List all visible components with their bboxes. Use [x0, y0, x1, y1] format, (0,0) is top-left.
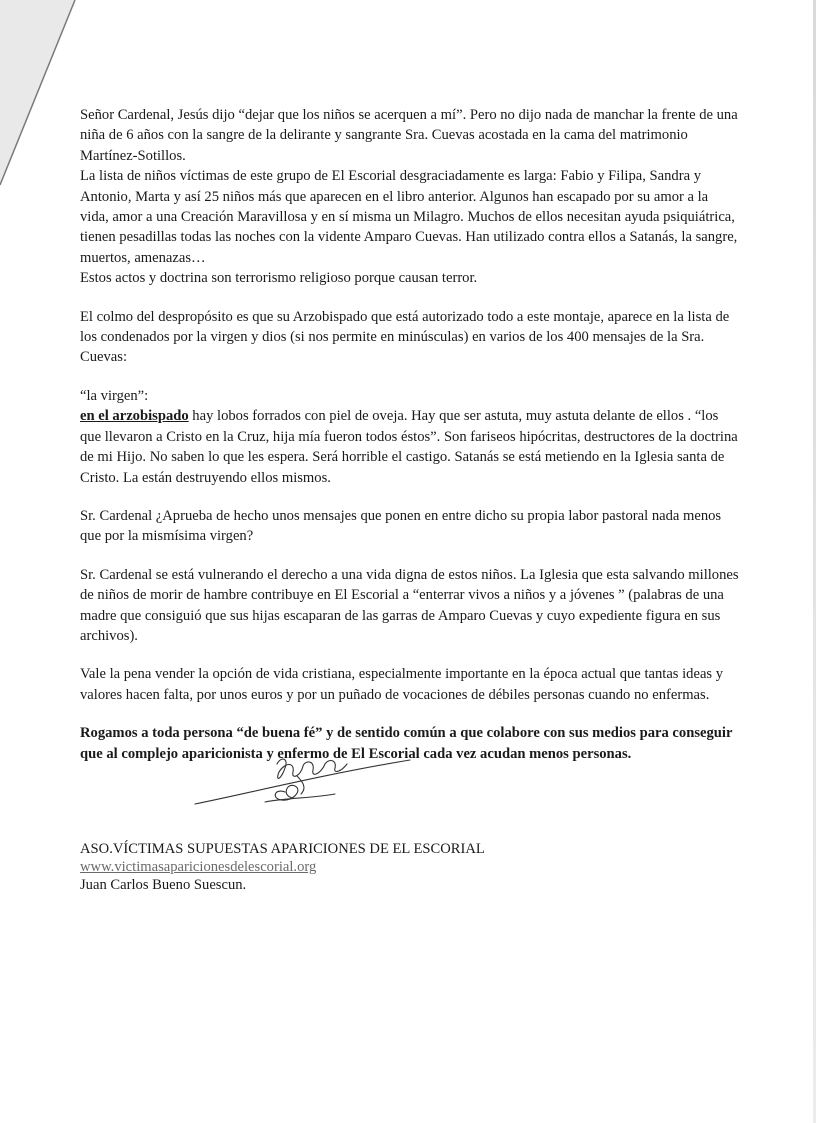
- handwritten-signature: [185, 752, 415, 812]
- quote-intro: “la virgen”:: [80, 387, 149, 404]
- paragraph-7: Vale la pena vender la opción de vida cristiana, especialmente importante en la época actual que tantas ideas y valores hacen falta, por unos euros y por un puñado de vocaciones de débiles personas cuando no enfermas.: [80, 666, 724, 703]
- paragraph-6: Sr. Cardenal se está vulnerando el derecho a una vida digna de estos niños. La Iglesia que esta salvando millones de niños de morir de hambre contribuye en El Escorial a “enterrar vivos a niños y a jóvenes ” (palabras de una madre que consiguió que sus hijas escaparan de las garras de Amparo Cuevas y cuyo expediente figura en sus archivos).: [80, 566, 739, 644]
- scanned-page-fold: [0, 0, 80, 190]
- closing-appeal: Rogamos a toda persona “de buena fé” y de sentido común a que colabore con sus medios para conseguir que al complejo aparicionista y enfermo de El Escorial cada vez acudan menos personas.: [80, 725, 733, 762]
- paragraph-2: La lista de niños víctimas de este grupo de El Escorial desgraciadamente es larga: Fabio y Filipa, Sandra y Antonio, Marta y así 25 niños más que aparecen en el libro anterior. Algunos han escapado por su amor a la vida, amor a una Creación Maravillosa y en sí misma un Milagro. Muchos de ellos necesitan ayuda psiquiátrica, tienen pesadillas todas las noches con la vidente Amparo Cuevas. Han utilizado contra ellos a Satanás, la sangre, muertos, amenazas…: [80, 168, 738, 266]
- signatory-name: Juan Carlos Bueno Suescun.: [80, 877, 247, 893]
- arzobispado-emphasis: en el arzobispado: [80, 408, 189, 425]
- letter-body: [80, 105, 740, 764]
- paragraph-4: El colmo del despropósito es que su Arzobispado que está autorizado todo a este montaje, aparece en la lista de los condenados por la virgen y dios (si nos permite en minúsculas) en varios de los 400 mensajes de la Sra. Cuevas:: [80, 308, 730, 366]
- organization-name: ASO.VÍCTIMAS SUPUESTAS APARICIONES DE EL ESCORIAL: [80, 841, 485, 857]
- signature-block: [80, 840, 485, 894]
- quote-paragraph: [80, 406, 740, 488]
- paragraph-3: Estos actos y doctrina son terrorismo religioso porque causan terror.: [80, 270, 478, 287]
- paragraph-1: Señor Cardenal, Jesús dijo “dejar que los niños se acerquen a mí”. Pero no dijo nada de manchar la frente de una niña de 6 años con la sangre de la delirante y sangrante Sra. Cuevas acostada en la cama del matrimonio Martínez-Sotillos.: [80, 107, 738, 164]
- website-link[interactable]: www.victimasaparicionesdelescorial.org: [80, 859, 317, 875]
- quote-text: hay lobos forrados con piel de oveja. Hay que ser astuta, muy astuta delante de ellos . “los que llevaron a Cristo en la Cruz, hija mía fueron todos éstos”. Son fariseos hipócritas, destructores de la doctrina de mi Hijo. No saben lo que les espera. Será horrible el castigo. Satanás se está metiendo en la Iglesia santa de Cristo. La están destruyendo ellos mismos.: [80, 408, 738, 486]
- paragraph-5: Sr. Cardenal ¿Aprueba de hecho unos mensajes que ponen en entre dicho su propia labor pastoral nada menos que por la mismísima virgen?: [80, 507, 722, 545]
